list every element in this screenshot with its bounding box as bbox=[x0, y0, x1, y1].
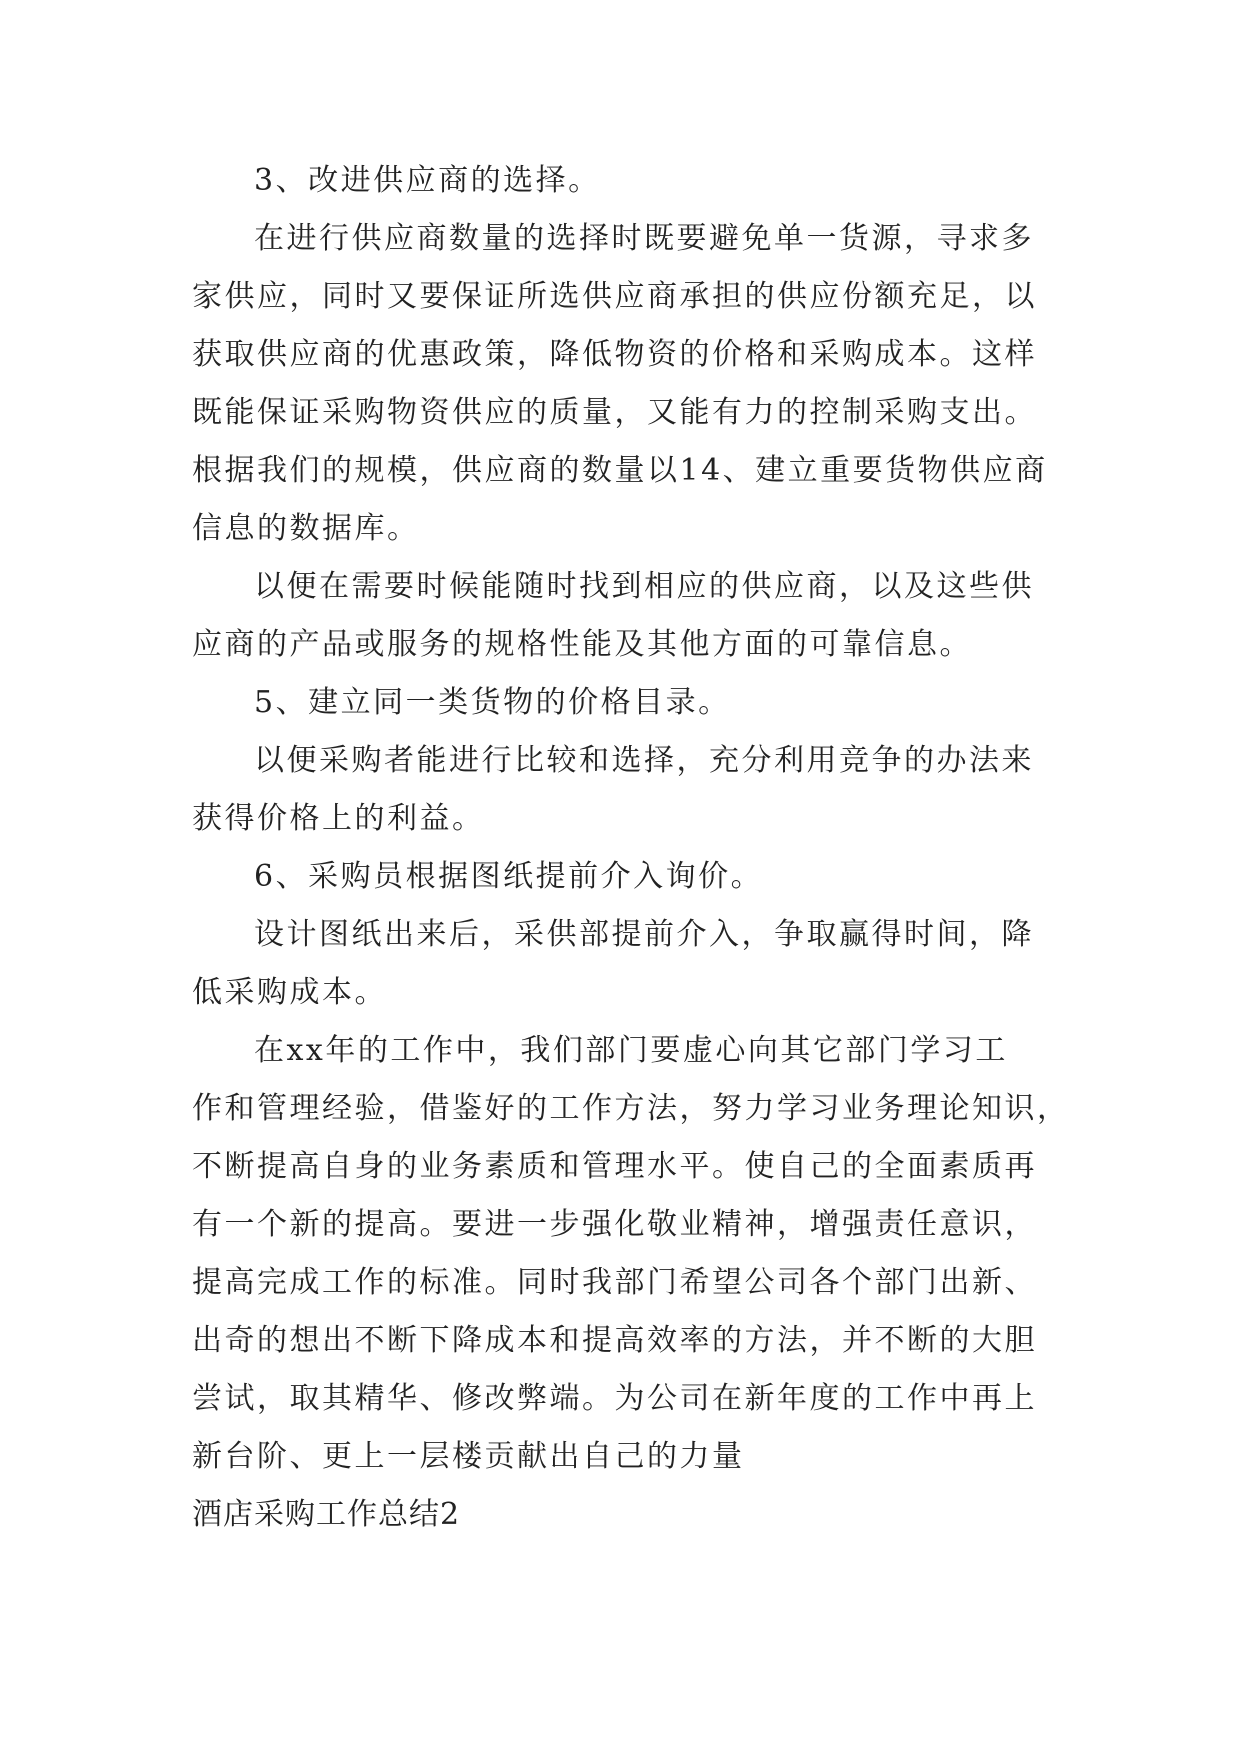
document-body bbox=[192, 152, 1070, 1544]
text-line: 在xx年的工作中，我们部门要虚心向其它部门学习工 bbox=[254, 1033, 1008, 1068]
paragraph-supplier-quantity bbox=[192, 210, 1062, 558]
paragraph-supplier-lookup bbox=[192, 558, 1062, 674]
paragraph-price-comparison bbox=[192, 732, 1062, 848]
text-line: 作和管理经验，借鉴好的工作方法，努力学习业务理论知识， bbox=[192, 1091, 1070, 1126]
paragraph-item-5 bbox=[192, 674, 1062, 732]
paragraph-item-3 bbox=[192, 152, 1062, 210]
paragraph-early-inquiry bbox=[192, 906, 1062, 1022]
text-line: 6、采购员根据图纸提前介入询价。 bbox=[254, 859, 764, 894]
text-line: 根据我们的规模，供应商的数量以14、建立重要货物供应商 bbox=[192, 453, 1048, 488]
text-line: 尝试，取其精华、修改弊端。为公司在新年度的工作中再上 bbox=[192, 1381, 1037, 1416]
text-line: 有一个新的提高。要进一步强化敬业精神，增强责任意识， bbox=[192, 1207, 1037, 1242]
text-line: 获取供应商的优惠政策，降低物资的价格和采购成本。这样 bbox=[192, 337, 1037, 372]
text-line: 出奇的想出不断下降成本和提高效率的方法，并不断的大胆 bbox=[192, 1323, 1037, 1358]
text-line: 以便在需要时候能随时找到相应的供应商，以及这些供 bbox=[254, 569, 1034, 604]
text-line: 家供应，同时又要保证所选供应商承担的供应份额充足，以 bbox=[192, 279, 1037, 314]
text-line: 以便采购者能进行比较和选择，充分利用竞争的办法来 bbox=[254, 743, 1034, 778]
section-heading: 酒店采购工作总结2 bbox=[192, 1497, 461, 1532]
paragraph-item-6 bbox=[192, 848, 1062, 906]
text-line: 在进行供应商数量的选择时既要避免单一货源，寻求多 bbox=[254, 221, 1034, 256]
text-line: 获得价格上的利益。 bbox=[192, 801, 485, 836]
text-line: 信息的数据库。 bbox=[192, 511, 420, 546]
text-line: 新台阶、更上一层楼贡献出自己的力量 bbox=[192, 1439, 745, 1474]
text-line: 应商的产品或服务的规格性能及其他方面的可靠信息。 bbox=[192, 627, 972, 662]
text-line: 低采购成本。 bbox=[192, 975, 387, 1010]
text-line: 设计图纸出来后，采供部提前介入，争取赢得时间，降 bbox=[254, 917, 1034, 952]
paragraph-annual-plan bbox=[192, 1022, 1070, 1486]
text-line: 提高完成工作的标准。同时我部门希望公司各个部门出新、 bbox=[192, 1265, 1037, 1300]
text-line: 3、改进供应商的选择。 bbox=[254, 163, 601, 198]
text-line: 不断提高自身的业务素质和管理水平。使自己的全面素质再 bbox=[192, 1149, 1037, 1184]
text-line: 5、建立同一类货物的价格目录。 bbox=[254, 685, 731, 720]
text-line: 既能保证采购物资供应的质量，又能有力的控制采购支出。 bbox=[192, 395, 1037, 430]
